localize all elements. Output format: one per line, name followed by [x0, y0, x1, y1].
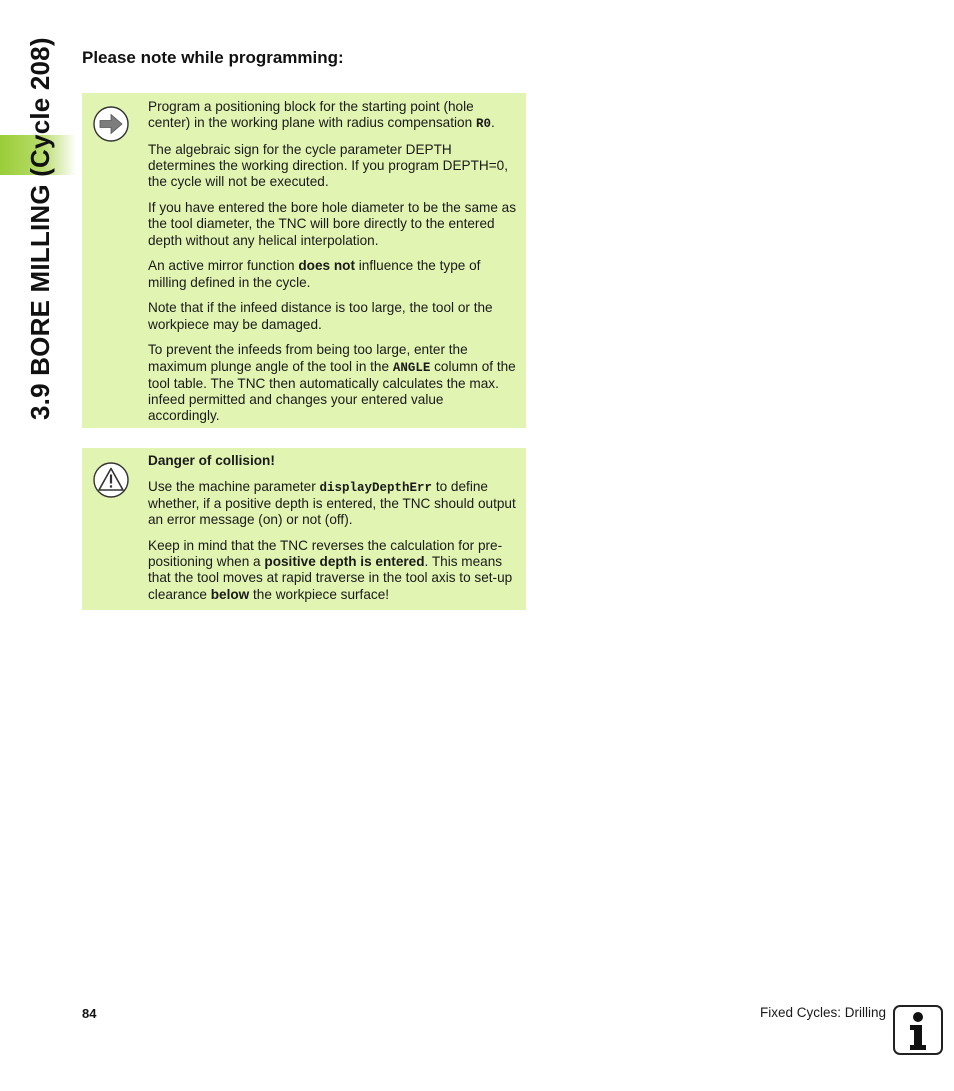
info-paragraph-5: Note that if the infeed distance is too large, the tool or the workpiece may be damaged. — [148, 300, 493, 332]
info-paragraph-2: The algebraic sign for the cycle parameter DEPTH determines the working direction. If you program DEPTH=0, the cycle will not be executed. — [148, 142, 509, 190]
page-number: 84 — [82, 1006, 97, 1021]
danger-title: Danger of collision! — [148, 453, 275, 468]
section-heading: Please note while programming: — [82, 48, 344, 67]
code-angle: ANGLE — [392, 360, 431, 375]
info-note-text — [148, 99, 518, 434]
arrow-right-icon — [92, 105, 130, 143]
info-paragraph-3: If you have entered the bore hole diameter to be the same as the tool diameter, the TNC will bore directly to the entered depth without any helical interpolation. — [148, 200, 517, 248]
info-paragraph-1: Program a positioning block for the starting point (hole center) in the working plane with radius compensation R0. — [148, 99, 495, 132]
code-displaydeptherr: displayDepthErr — [319, 480, 433, 495]
info-i-icon — [893, 1005, 943, 1055]
info-paragraph-6: To prevent the infeeds from being too large, enter the maximum plunge angle of the tool in the ANGLE column of the tool table. The TNC then automatically calculates the max. infeed permitted and changes your entered value accordingly. — [148, 342, 516, 424]
info-note-box — [82, 93, 526, 428]
danger-note-box — [82, 448, 526, 610]
chapter-side-title: 3.9 BORE MILLING (Cycle 208) — [25, 37, 55, 420]
code-r0: R0 — [475, 117, 491, 132]
warning-triangle-icon — [92, 461, 130, 499]
footer-section-title: Fixed Cycles: Drilling — [759, 1005, 886, 1020]
danger-note-text — [148, 453, 518, 612]
info-paragraph-4: An active mirror function does not influence the type of milling defined in the cycle. — [148, 258, 481, 290]
danger-paragraph-2: Keep in mind that the TNC reverses the calculation for pre-positioning when a positive depth is entered. This means that the tool moves at rapid traverse in the tool axis to set-up clearance below the workpiece surface! — [148, 538, 513, 602]
danger-paragraph-1: Use the machine parameter displayDepthErr to define whether, if a positive depth is entered, the TNC should output an error message (on) or not (off). — [148, 478, 516, 528]
